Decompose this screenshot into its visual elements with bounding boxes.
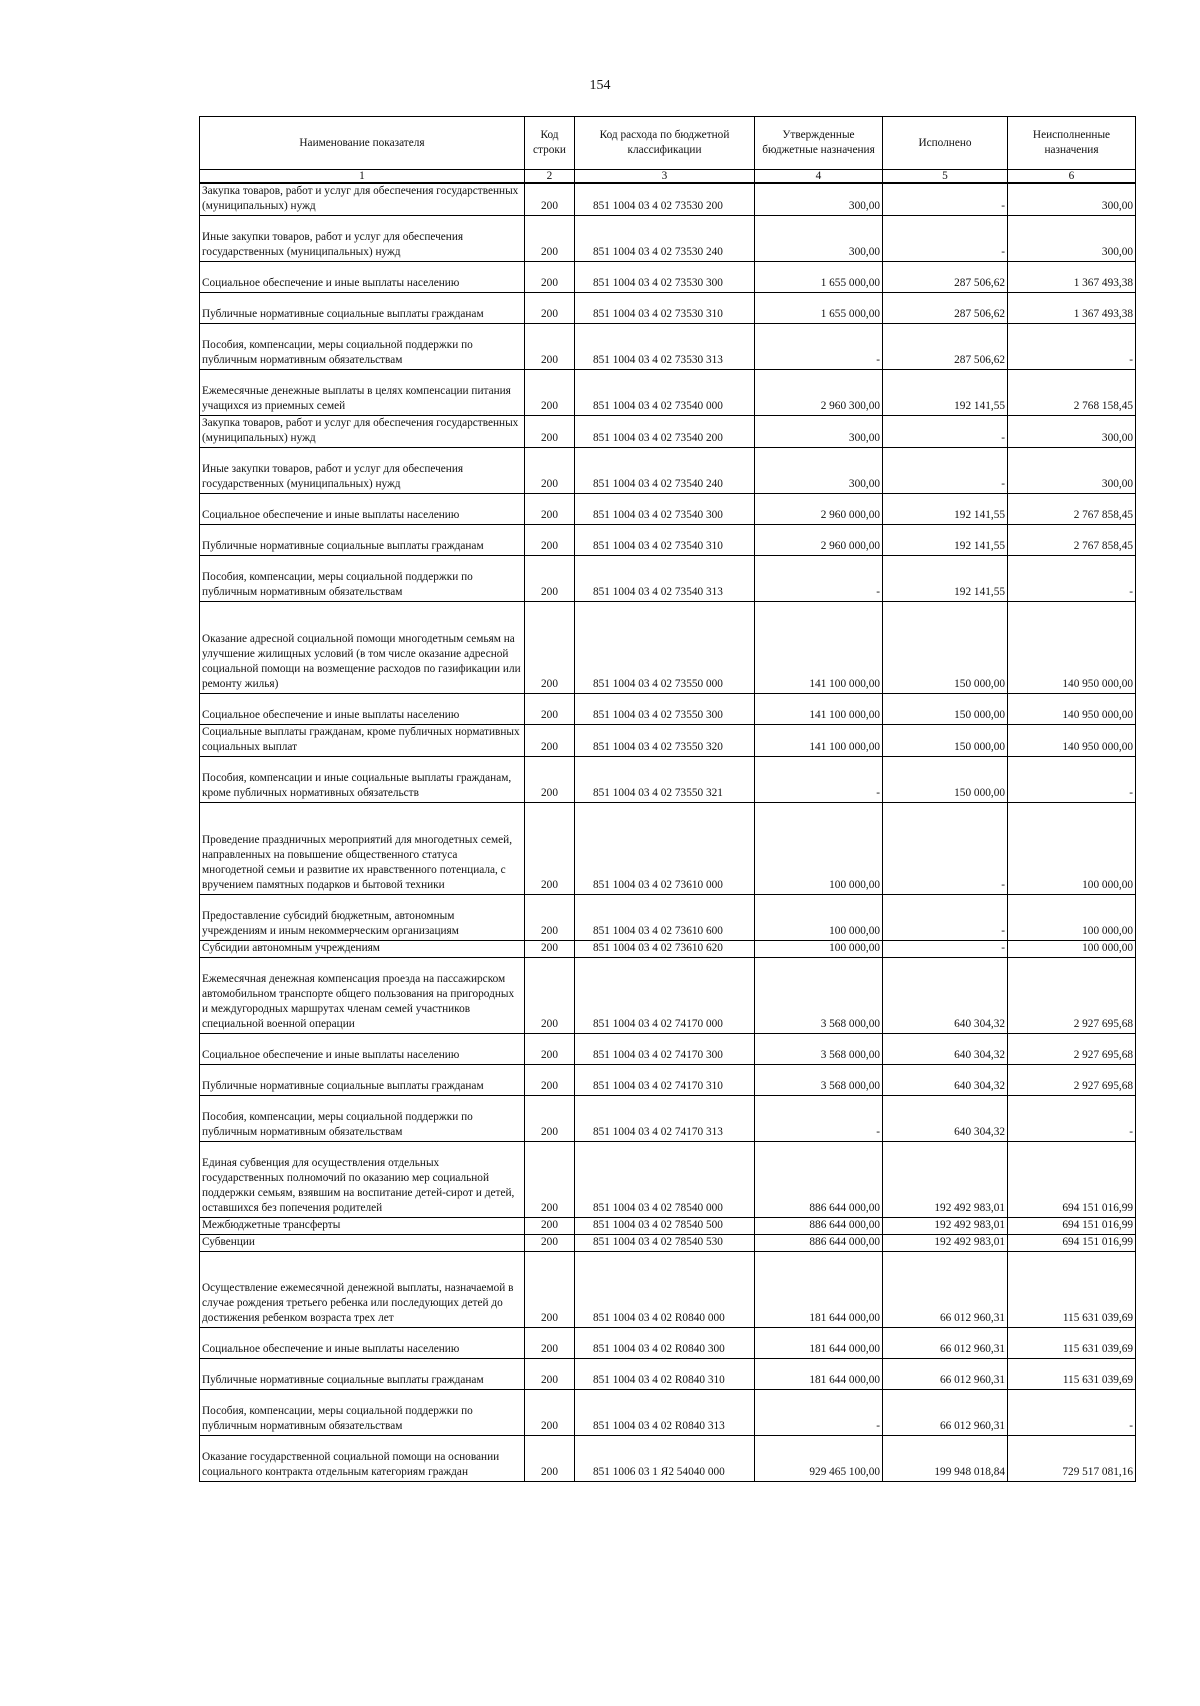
column-numbers-row <box>200 170 1136 184</box>
cell-name: Субсидии автономным учреждениям <box>200 941 525 958</box>
cell-name: Социальное обеспечение и иные выплаты населению <box>200 494 525 525</box>
table-row <box>200 725 1136 757</box>
table-row <box>200 494 1136 525</box>
cell-line: 200 <box>525 556 575 602</box>
header-unexecuted: Неисполненные назначения <box>1008 117 1136 170</box>
cell-approved: 3 568 000,00 <box>755 1034 883 1065</box>
cell-unexecuted: 300,00 <box>1008 448 1136 494</box>
cell-approved: - <box>755 556 883 602</box>
cell-executed: 150 000,00 <box>883 694 1008 725</box>
cell-unexecuted: - <box>1008 324 1136 370</box>
cell-executed: 287 506,62 <box>883 293 1008 324</box>
cell-line: 200 <box>525 416 575 448</box>
cell-name: Социальные выплаты гражданам, кроме публичных нормативных социальных выплат <box>200 725 525 757</box>
cell-unexecuted: 2 768 158,45 <box>1008 370 1136 416</box>
column-number: 3 <box>575 170 755 184</box>
cell-code: 851 1004 03 4 02 73550 000 <box>575 602 755 694</box>
cell-code: 851 1004 03 4 02 78540 000 <box>575 1142 755 1218</box>
cell-approved: 886 644 000,00 <box>755 1218 883 1235</box>
cell-approved: - <box>755 1390 883 1436</box>
cell-name: Пособия, компенсации и иные социальные выплаты гражданам, кроме публичных нормативных обязательств <box>200 757 525 803</box>
cell-line: 200 <box>525 183 575 216</box>
cell-code: 851 1004 03 4 02 78540 500 <box>575 1218 755 1235</box>
cell-executed: - <box>883 416 1008 448</box>
cell-code: 851 1004 03 4 02 73530 240 <box>575 216 755 262</box>
cell-code: 851 1004 03 4 02 73530 300 <box>575 262 755 293</box>
header-executed: Исполнено <box>883 117 1008 170</box>
cell-unexecuted: 140 950 000,00 <box>1008 725 1136 757</box>
cell-code: 851 1004 03 4 02 78540 530 <box>575 1235 755 1252</box>
cell-approved: 886 644 000,00 <box>755 1142 883 1218</box>
cell-name: Предоставление субсидий бюджетным, автономным учреждениям и иным некоммерческим организациям <box>200 895 525 941</box>
table-row <box>200 1235 1136 1252</box>
cell-unexecuted: - <box>1008 1390 1136 1436</box>
header-line-code: Код строки <box>525 117 575 170</box>
cell-executed: - <box>883 448 1008 494</box>
cell-approved: - <box>755 1096 883 1142</box>
cell-code: 851 1004 03 4 02 R0840 000 <box>575 1252 755 1328</box>
cell-approved: 300,00 <box>755 183 883 216</box>
cell-unexecuted: 1 367 493,38 <box>1008 293 1136 324</box>
cell-name: Публичные нормативные социальные выплаты гражданам <box>200 1065 525 1096</box>
cell-code: 851 1004 03 4 02 74170 313 <box>575 1096 755 1142</box>
table-row <box>200 602 1136 694</box>
cell-code: 851 1004 03 4 02 R0840 313 <box>575 1390 755 1436</box>
cell-code: 851 1006 03 1 Я2 54040 000 <box>575 1436 755 1482</box>
cell-executed: 66 012 960,31 <box>883 1390 1008 1436</box>
cell-name: Закупка товаров, работ и услуг для обеспечения государственных (муниципальных) нужд <box>200 183 525 216</box>
cell-line: 200 <box>525 216 575 262</box>
cell-executed: - <box>883 183 1008 216</box>
table-row <box>200 941 1136 958</box>
cell-executed: 66 012 960,31 <box>883 1328 1008 1359</box>
cell-code: 851 1004 03 4 02 74170 310 <box>575 1065 755 1096</box>
table-row <box>200 895 1136 941</box>
cell-executed: 640 304,32 <box>883 958 1008 1034</box>
table-row <box>200 1096 1136 1142</box>
cell-approved: 181 644 000,00 <box>755 1359 883 1390</box>
cell-code: 851 1004 03 4 02 73610 000 <box>575 803 755 895</box>
cell-name: Пособия, компенсации, меры социальной поддержки по публичным нормативным обязательствам <box>200 556 525 602</box>
cell-approved: 2 960 000,00 <box>755 525 883 556</box>
cell-executed: - <box>883 941 1008 958</box>
table-row <box>200 448 1136 494</box>
cell-approved: 141 100 000,00 <box>755 725 883 757</box>
cell-unexecuted: - <box>1008 757 1136 803</box>
cell-name: Пособия, компенсации, меры социальной поддержки по публичным нормативным обязательствам <box>200 1096 525 1142</box>
cell-approved: 2 960 300,00 <box>755 370 883 416</box>
cell-code: 851 1004 03 4 02 R0840 310 <box>575 1359 755 1390</box>
cell-name: Субвенции <box>200 1235 525 1252</box>
cell-line: 200 <box>525 1142 575 1218</box>
cell-line: 200 <box>525 1390 575 1436</box>
cell-approved: 100 000,00 <box>755 803 883 895</box>
table-row <box>200 556 1136 602</box>
cell-line: 200 <box>525 757 575 803</box>
cell-approved: 3 568 000,00 <box>755 958 883 1034</box>
cell-executed: - <box>883 216 1008 262</box>
table-row <box>200 1328 1136 1359</box>
table-row <box>200 324 1136 370</box>
cell-executed: 640 304,32 <box>883 1034 1008 1065</box>
table-row <box>200 416 1136 448</box>
cell-unexecuted: 100 000,00 <box>1008 803 1136 895</box>
cell-unexecuted: 694 151 016,99 <box>1008 1235 1136 1252</box>
cell-line: 200 <box>525 1235 575 1252</box>
cell-name: Закупка товаров, работ и услуг для обеспечения государственных (муниципальных) нужд <box>200 416 525 448</box>
cell-code: 851 1004 03 4 02 73530 313 <box>575 324 755 370</box>
cell-executed: 287 506,62 <box>883 262 1008 293</box>
table-row <box>200 803 1136 895</box>
cell-code: 851 1004 03 4 02 73540 313 <box>575 556 755 602</box>
cell-executed: 640 304,32 <box>883 1096 1008 1142</box>
cell-code: 851 1004 03 4 02 73540 000 <box>575 370 755 416</box>
column-number: 6 <box>1008 170 1136 184</box>
column-number: 2 <box>525 170 575 184</box>
cell-executed: 199 948 018,84 <box>883 1436 1008 1482</box>
cell-unexecuted: 300,00 <box>1008 183 1136 216</box>
table-row <box>200 370 1136 416</box>
header-name: Наименование показателя <box>200 117 525 170</box>
table-row <box>200 1390 1136 1436</box>
table-row <box>200 1065 1136 1096</box>
cell-line: 200 <box>525 941 575 958</box>
table-row <box>200 958 1136 1034</box>
cell-approved: 300,00 <box>755 448 883 494</box>
cell-line: 200 <box>525 1096 575 1142</box>
cell-unexecuted: 694 151 016,99 <box>1008 1218 1136 1235</box>
cell-code: 851 1004 03 4 02 74170 300 <box>575 1034 755 1065</box>
cell-line: 200 <box>525 694 575 725</box>
cell-code: 851 1004 03 4 02 73540 200 <box>575 416 755 448</box>
column-number: 1 <box>200 170 525 184</box>
cell-name: Социальное обеспечение и иные выплаты населению <box>200 1034 525 1065</box>
cell-code: 851 1004 03 4 02 73610 600 <box>575 895 755 941</box>
cell-line: 200 <box>525 324 575 370</box>
cell-executed: 192 141,55 <box>883 494 1008 525</box>
cell-code: 851 1004 03 4 02 73530 200 <box>575 183 755 216</box>
cell-approved: 886 644 000,00 <box>755 1235 883 1252</box>
cell-line: 200 <box>525 262 575 293</box>
cell-unexecuted: 140 950 000,00 <box>1008 694 1136 725</box>
cell-line: 200 <box>525 494 575 525</box>
cell-executed: 192 141,55 <box>883 370 1008 416</box>
cell-executed: 640 304,32 <box>883 1065 1008 1096</box>
page-number: 154 <box>589 78 611 93</box>
cell-approved: 300,00 <box>755 416 883 448</box>
cell-line: 200 <box>525 1034 575 1065</box>
table-row <box>200 183 1136 216</box>
cell-name: Социальное обеспечение и иные выплаты населению <box>200 694 525 725</box>
cell-unexecuted: 100 000,00 <box>1008 941 1136 958</box>
cell-line: 200 <box>525 725 575 757</box>
cell-executed: 66 012 960,31 <box>883 1359 1008 1390</box>
table-row <box>200 1359 1136 1390</box>
cell-approved: 1 655 000,00 <box>755 262 883 293</box>
table-row <box>200 1142 1136 1218</box>
cell-line: 200 <box>525 370 575 416</box>
cell-line: 200 <box>525 448 575 494</box>
header-budget-code: Код расхода по бюджетной классификации <box>575 117 755 170</box>
cell-line: 200 <box>525 895 575 941</box>
cell-approved: 929 465 100,00 <box>755 1436 883 1482</box>
cell-unexecuted: - <box>1008 556 1136 602</box>
cell-executed: 150 000,00 <box>883 602 1008 694</box>
cell-code: 851 1004 03 4 02 73610 620 <box>575 941 755 958</box>
cell-line: 200 <box>525 1218 575 1235</box>
cell-unexecuted: 2 927 695,68 <box>1008 1065 1136 1096</box>
table-row <box>200 1436 1136 1482</box>
column-number: 5 <box>883 170 1008 184</box>
cell-code: 851 1004 03 4 02 73540 310 <box>575 525 755 556</box>
cell-approved: - <box>755 324 883 370</box>
table-row <box>200 525 1136 556</box>
cell-approved: 300,00 <box>755 216 883 262</box>
cell-code: 851 1004 03 4 02 R0840 300 <box>575 1328 755 1359</box>
cell-line: 200 <box>525 1328 575 1359</box>
cell-code: 851 1004 03 4 02 73540 240 <box>575 448 755 494</box>
cell-name: Оказание государственной социальной помощи на основании социального контракта отдельным категориям граждан <box>200 1436 525 1482</box>
cell-name: Иные закупки товаров, работ и услуг для обеспечения государственных (муниципальных) нужд <box>200 448 525 494</box>
cell-unexecuted: 115 631 039,69 <box>1008 1359 1136 1390</box>
cell-name: Иные закупки товаров, работ и услуг для обеспечения государственных (муниципальных) нужд <box>200 216 525 262</box>
cell-approved: - <box>755 757 883 803</box>
cell-line: 200 <box>525 293 575 324</box>
cell-name: Ежемесячная денежная компенсация проезда на пассажирском автомобильном транспорте общего пользования на пригородных и междугородных маршрутах членам семей участников специальной военной операции <box>200 958 525 1034</box>
cell-executed: 192 492 983,01 <box>883 1235 1008 1252</box>
cell-name: Единая субвенция для осуществления отдельных государственных полномочий по оказанию мер социальной поддержки семьям, взявшим на воспитание детей-сирот и детей, оставшихся без попечения родителей <box>200 1142 525 1218</box>
cell-name: Пособия, компенсации, меры социальной поддержки по публичным нормативным обязательствам <box>200 324 525 370</box>
cell-line: 200 <box>525 1252 575 1328</box>
table-row <box>200 293 1136 324</box>
cell-executed: 150 000,00 <box>883 757 1008 803</box>
cell-executed: 66 012 960,31 <box>883 1252 1008 1328</box>
cell-executed: - <box>883 895 1008 941</box>
cell-code: 851 1004 03 4 02 73530 310 <box>575 293 755 324</box>
cell-line: 200 <box>525 803 575 895</box>
cell-name: Оказание адресной социальной помощи многодетным семьям на улучшение жилищных условий (в том числе оказание адресной социальной помощи на возмещение расходов по газификации или ремонту жилья) <box>200 602 525 694</box>
cell-approved: 141 100 000,00 <box>755 602 883 694</box>
cell-name: Ежемесячные денежные выплаты в целях компенсации питания учащихся из приемных семей <box>200 370 525 416</box>
cell-unexecuted: 694 151 016,99 <box>1008 1142 1136 1218</box>
cell-line: 200 <box>525 525 575 556</box>
cell-name: Пособия, компенсации, меры социальной поддержки по публичным нормативным обязательствам <box>200 1390 525 1436</box>
cell-executed: 287 506,62 <box>883 324 1008 370</box>
cell-code: 851 1004 03 4 02 73550 300 <box>575 694 755 725</box>
cell-executed: 192 492 983,01 <box>883 1218 1008 1235</box>
cell-unexecuted: 115 631 039,69 <box>1008 1328 1136 1359</box>
cell-unexecuted: 115 631 039,69 <box>1008 1252 1136 1328</box>
table-body <box>200 170 1136 1482</box>
cell-line: 200 <box>525 1359 575 1390</box>
cell-name: Публичные нормативные социальные выплаты гражданам <box>200 525 525 556</box>
cell-approved: 100 000,00 <box>755 941 883 958</box>
cell-unexecuted: 140 950 000,00 <box>1008 602 1136 694</box>
column-number: 4 <box>755 170 883 184</box>
cell-line: 200 <box>525 1065 575 1096</box>
table-row <box>200 757 1136 803</box>
cell-name: Проведение праздничных мероприятий для многодетных семей, направленных на повышение общественного статуса многодетной семьи и развитие их нравственного потенциала, с вручением памятных подарков и бытовой техники <box>200 803 525 895</box>
table-row <box>200 216 1136 262</box>
table-row <box>200 1034 1136 1065</box>
cell-approved: 181 644 000,00 <box>755 1252 883 1328</box>
cell-unexecuted: 729 517 081,16 <box>1008 1436 1136 1482</box>
cell-unexecuted: 2 927 695,68 <box>1008 1034 1136 1065</box>
cell-line: 200 <box>525 958 575 1034</box>
cell-approved: 3 568 000,00 <box>755 1065 883 1096</box>
cell-unexecuted: - <box>1008 1096 1136 1142</box>
cell-unexecuted: 2 927 695,68 <box>1008 958 1136 1034</box>
cell-executed: - <box>883 803 1008 895</box>
cell-code: 851 1004 03 4 02 73550 321 <box>575 757 755 803</box>
cell-unexecuted: 300,00 <box>1008 416 1136 448</box>
cell-approved: 141 100 000,00 <box>755 694 883 725</box>
cell-code: 851 1004 03 4 02 73540 300 <box>575 494 755 525</box>
cell-executed: 150 000,00 <box>883 725 1008 757</box>
table-row <box>200 262 1136 293</box>
cell-name: Социальное обеспечение и иные выплаты населению <box>200 1328 525 1359</box>
cell-line: 200 <box>525 602 575 694</box>
cell-name: Публичные нормативные социальные выплаты гражданам <box>200 293 525 324</box>
cell-approved: 1 655 000,00 <box>755 293 883 324</box>
cell-unexecuted: 1 367 493,38 <box>1008 262 1136 293</box>
cell-unexecuted: 2 767 858,45 <box>1008 494 1136 525</box>
cell-unexecuted: 100 000,00 <box>1008 895 1136 941</box>
cell-executed: 192 492 983,01 <box>883 1142 1008 1218</box>
cell-name: Публичные нормативные социальные выплаты гражданам <box>200 1359 525 1390</box>
table-header <box>200 117 1136 170</box>
cell-executed: 192 141,55 <box>883 525 1008 556</box>
cell-name: Осуществление ежемесячной денежной выплаты, назначаемой в случае рождения третьего ребенка или последующих детей до достижения ребенком возраста трех лет <box>200 1252 525 1328</box>
cell-code: 851 1004 03 4 02 73550 320 <box>575 725 755 757</box>
cell-approved: 181 644 000,00 <box>755 1328 883 1359</box>
cell-approved: 2 960 000,00 <box>755 494 883 525</box>
cell-name: Межбюджетные трансферты <box>200 1218 525 1235</box>
table-row <box>200 1218 1136 1235</box>
cell-code: 851 1004 03 4 02 74170 000 <box>575 958 755 1034</box>
cell-executed: 192 141,55 <box>883 556 1008 602</box>
cell-unexecuted: 300,00 <box>1008 216 1136 262</box>
budget-execution-table <box>199 116 1136 1482</box>
table-row <box>200 1252 1136 1328</box>
cell-line: 200 <box>525 1436 575 1482</box>
cell-name: Социальное обеспечение и иные выплаты населению <box>200 262 525 293</box>
header-approved: Утвержденные бюджетные назначения <box>755 117 883 170</box>
cell-unexecuted: 2 767 858,45 <box>1008 525 1136 556</box>
table-row <box>200 694 1136 725</box>
cell-approved: 100 000,00 <box>755 895 883 941</box>
